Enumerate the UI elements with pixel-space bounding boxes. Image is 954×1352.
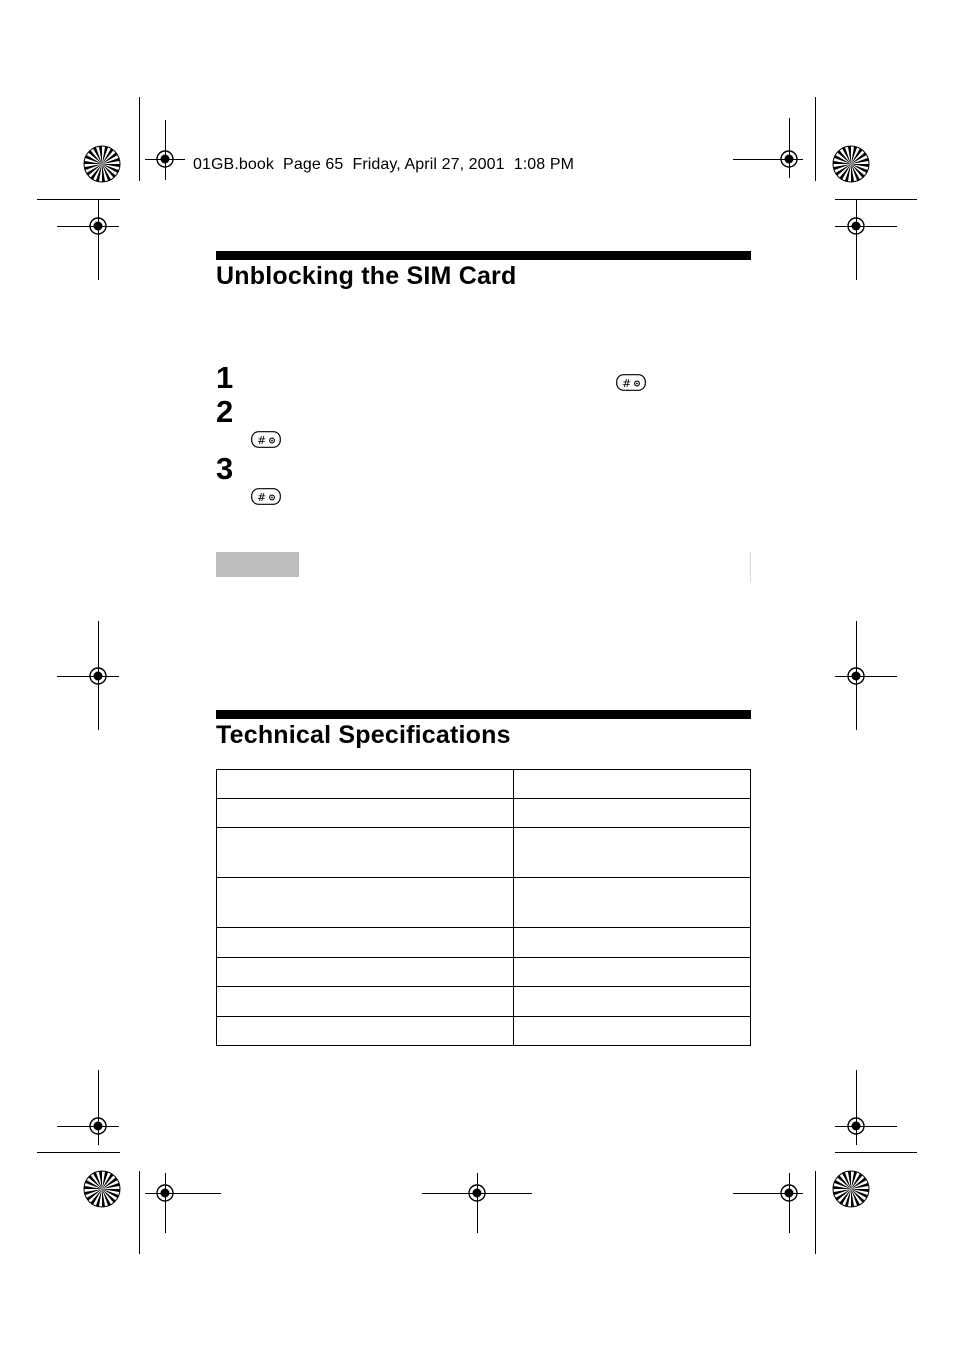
spec-label: [217, 878, 514, 928]
spec-label: [217, 958, 514, 987]
spec-value: [514, 878, 751, 928]
note-border: [750, 552, 751, 582]
hash-key-icon: [251, 488, 281, 505]
table-row: [217, 799, 751, 828]
trim-line: [835, 199, 917, 200]
table-row: [217, 878, 751, 928]
table-row: [217, 770, 751, 799]
note-label-box: [216, 552, 299, 577]
spec-label: [217, 928, 514, 958]
step-number: 2: [216, 394, 234, 429]
crosshair-line: [733, 159, 803, 160]
crosshair-line: [856, 621, 857, 730]
spec-table: [216, 769, 751, 1046]
spec-label: [217, 799, 514, 828]
crosshair-line: [98, 200, 99, 280]
hash-key-icon: [616, 374, 646, 391]
table-row: [217, 958, 751, 987]
crosshair-line: [145, 1193, 221, 1194]
crosshair-line: [57, 226, 119, 227]
crosshair-line: [856, 1070, 857, 1145]
table-row: [217, 928, 751, 958]
step-number: 1: [216, 360, 234, 395]
trim-line: [139, 97, 140, 181]
section-title-unblock: Unblocking the SIM Card: [216, 262, 517, 290]
trim-line: [139, 1171, 140, 1254]
starburst-icon: [832, 1170, 870, 1208]
section-rule: [216, 710, 751, 719]
spec-label: [217, 828, 514, 878]
trim-line: [37, 1152, 120, 1153]
book-info-header: 01GB.book Page 65 Friday, April 27, 2001 1:08 PM: [193, 156, 575, 173]
hash-key-icon: [251, 431, 281, 448]
table-row: [217, 987, 751, 1017]
starburst-icon: [83, 1170, 121, 1208]
spec-value: [514, 928, 751, 958]
svg-text:#: #: [257, 491, 267, 504]
spec-value: [514, 958, 751, 987]
spec-label: [217, 987, 514, 1017]
svg-text:#: #: [257, 434, 267, 447]
trim-line: [835, 1152, 917, 1153]
crosshair-line: [165, 1173, 166, 1233]
section-title-specs: Technical Specifications: [216, 721, 511, 749]
spec-value: [514, 770, 751, 799]
crosshair-line: [835, 676, 897, 677]
spec-value: [514, 799, 751, 828]
spec-value: [514, 1017, 751, 1046]
crosshair-line: [733, 1193, 803, 1194]
crosshair-line: [835, 226, 897, 227]
crosshair-line: [98, 621, 99, 730]
starburst-icon: [83, 145, 121, 183]
spec-value: [514, 987, 751, 1017]
crosshair-line: [477, 1173, 478, 1233]
crosshair-line: [789, 1173, 790, 1233]
svg-text:#: #: [622, 377, 632, 390]
crosshair-line: [856, 200, 857, 280]
table-row: [217, 828, 751, 878]
crosshair-line: [57, 1126, 119, 1127]
crosshair-line: [165, 120, 166, 180]
crosshair-line: [57, 676, 119, 677]
trim-line: [37, 199, 120, 200]
spec-label: [217, 770, 514, 799]
crosshair-line: [835, 1126, 897, 1127]
crosshair-line: [98, 1070, 99, 1145]
spec-label: [217, 1017, 514, 1046]
spec-value: [514, 828, 751, 878]
trim-line: [815, 1171, 816, 1254]
table-row: [217, 1017, 751, 1046]
crosshair-line: [789, 118, 790, 178]
starburst-icon: [832, 145, 870, 183]
section-rule: [216, 251, 751, 260]
trim-line: [815, 97, 816, 181]
step-number: 3: [216, 451, 234, 486]
